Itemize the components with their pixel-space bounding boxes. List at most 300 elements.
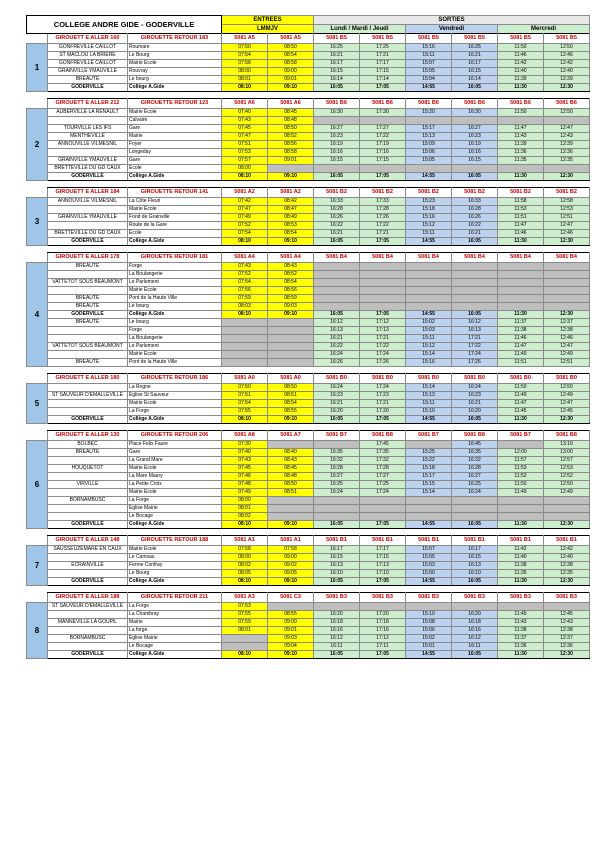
time-cell: 12:35	[544, 570, 590, 578]
commune-name: GODERVILLE	[48, 173, 128, 181]
time-cell: 16:27	[452, 125, 498, 133]
time-cell: 12:30	[544, 651, 590, 659]
stop-name: Le Parlement	[128, 343, 222, 351]
course-code: 5081 B3	[452, 593, 498, 603]
course-code: 5081 A6	[268, 99, 314, 109]
time-cell	[268, 343, 314, 351]
course-code: 5081 A6	[222, 99, 268, 109]
time-cell	[452, 165, 498, 173]
time-cell	[406, 263, 452, 271]
separator-cell	[27, 246, 590, 253]
stop-name: La Forge	[128, 497, 222, 505]
block-corner	[27, 99, 48, 109]
time-cell: 17:13	[360, 327, 406, 335]
stop-row	[27, 206, 590, 214]
time-cell	[452, 505, 498, 513]
time-cell: 08:00	[222, 554, 268, 562]
time-cell	[406, 117, 452, 125]
commune-name: VATTETOT SOUS BEAUMONT	[48, 343, 128, 351]
block-separator	[27, 246, 590, 253]
stop-name: La Boulangerie	[128, 335, 222, 343]
time-cell: 17:15	[360, 554, 406, 562]
time-cell: 11:45	[498, 408, 544, 416]
time-cell: 08:10	[222, 311, 268, 319]
time-cell	[360, 505, 406, 513]
aller-label: GIROUETT E ALLER 160	[48, 34, 128, 44]
time-cell	[314, 263, 360, 271]
stop-name: Mairie Ecole	[128, 489, 222, 497]
time-cell	[268, 165, 314, 173]
time-cell: 07:50	[222, 384, 268, 392]
course-code: 5081 B3	[544, 593, 590, 603]
course-code: 5081 B4	[544, 253, 590, 263]
time-cell	[544, 263, 590, 271]
time-cell: 17:16	[360, 627, 406, 635]
time-cell: 16:13	[314, 327, 360, 335]
commune-name: BREAUTE	[48, 76, 128, 84]
aller-label: GIROUETT E ALLER 178	[48, 253, 128, 263]
stop-row	[27, 489, 590, 497]
time-cell	[222, 319, 268, 327]
stop-name: Mairie Ecole	[128, 465, 222, 473]
time-cell: 08:45	[268, 465, 314, 473]
stop-row	[27, 133, 590, 141]
timetable-header	[26, 15, 590, 34]
time-cell: 11:40	[498, 554, 544, 562]
time-cell	[498, 603, 544, 611]
time-cell: 16:25	[314, 44, 360, 52]
commune-name: BORNAMBUSC	[48, 497, 128, 505]
time-cell: 07:43	[222, 117, 268, 125]
course-code: 5081 A4	[268, 253, 314, 263]
commune-name: GONFREVILLE CAILLOT	[48, 44, 128, 52]
aller-label: GIROUETT E ALLER 148	[48, 536, 128, 546]
course-code: 5081 B5	[406, 34, 452, 44]
commune-name: BREAUTE	[48, 303, 128, 311]
time-cell: 15:25	[406, 449, 452, 457]
block-separator	[27, 367, 590, 374]
time-cell: 11:50	[498, 481, 544, 489]
course-code: 5081 B6	[360, 99, 406, 109]
stop-name: La Rogne	[128, 384, 222, 392]
time-cell: 09:01	[268, 627, 314, 635]
time-cell: 15:09	[406, 141, 452, 149]
time-cell: 11:51	[498, 359, 544, 367]
block-corner	[27, 536, 48, 546]
time-cell: 15:15	[406, 481, 452, 489]
time-cell: 07:53	[222, 603, 268, 611]
time-cell: 15:05	[406, 157, 452, 165]
time-cell: 11:30	[498, 311, 544, 319]
course-code: 5081 B7	[498, 431, 544, 441]
time-cell: 08:54	[268, 400, 314, 408]
vendredi-label: Vendredi	[406, 25, 498, 34]
time-cell: 17:05	[360, 238, 406, 246]
commune-name: BREAUTE	[48, 359, 128, 367]
time-cell: 11:50	[498, 44, 544, 52]
commune-name: BORNAMBUSC	[48, 635, 128, 643]
commune-name: VATTETOT SOUS BEAUMONT	[48, 279, 128, 287]
commune-name: GRAINVILLE YMAUVILLE	[48, 68, 128, 76]
course-code: 5081 A2	[268, 188, 314, 198]
time-cell: 17:10	[360, 570, 406, 578]
course-code: 5081 B1	[544, 536, 590, 546]
time-cell: 17:17	[360, 60, 406, 68]
time-cell: 12:46	[544, 52, 590, 60]
time-cell: 16:23	[452, 133, 498, 141]
time-cell: 15:06	[406, 627, 452, 635]
time-cell	[406, 165, 452, 173]
time-cell: 08:50	[268, 384, 314, 392]
stop-row	[27, 44, 590, 52]
commune-name: ANNOUVILLE VILMESNIL	[48, 198, 128, 206]
time-cell	[268, 513, 314, 521]
course-code: 5081 A1	[268, 536, 314, 546]
time-cell	[498, 441, 544, 449]
time-cell: 16:15	[314, 554, 360, 562]
time-cell: 16:18	[452, 619, 498, 627]
stop-name: Ecole	[128, 230, 222, 238]
time-cell: 09:10	[268, 651, 314, 659]
course-code: 5081 B2	[544, 188, 590, 198]
sorties-label: SORTIES	[314, 16, 590, 25]
stop-name: Eglise St Sauveur	[128, 392, 222, 400]
stop-row	[27, 311, 590, 319]
stop-row	[27, 513, 590, 521]
time-cell: 15:11	[406, 400, 452, 408]
retour-label: GIROUETTE RETOUR 181	[128, 253, 222, 263]
stop-row	[27, 125, 590, 133]
time-cell: 12:36	[544, 149, 590, 157]
separator-cell	[27, 529, 590, 536]
time-cell: 17:32	[360, 457, 406, 465]
route-number: 2	[27, 109, 48, 181]
time-cell: 17:28	[360, 206, 406, 214]
course-code: 5081 B7	[314, 431, 360, 441]
time-cell: 15:02	[406, 319, 452, 327]
course-code: 5081 A5	[222, 34, 268, 44]
stop-name: La Petite Croix	[128, 481, 222, 489]
time-cell: 12:50	[544, 481, 590, 489]
stop-row	[27, 481, 590, 489]
time-cell: 16:21	[314, 230, 360, 238]
stop-row	[27, 263, 590, 271]
time-cell: 12:47	[544, 222, 590, 230]
time-cell: 16:12	[452, 635, 498, 643]
block-header-row	[27, 374, 590, 384]
time-cell: 11:38	[498, 562, 544, 570]
time-cell: 08:10	[222, 651, 268, 659]
time-cell: 12:47	[544, 125, 590, 133]
stop-row	[27, 465, 590, 473]
stop-row	[27, 279, 590, 287]
course-code: 5081 B5	[360, 34, 406, 44]
stop-row	[27, 611, 590, 619]
time-cell: 16:10	[452, 570, 498, 578]
stop-row	[27, 497, 590, 505]
block-header-row	[27, 188, 590, 198]
time-cell: 16:45	[452, 441, 498, 449]
time-cell: 07:53	[222, 149, 268, 157]
block-header-row	[27, 593, 590, 603]
commune-name: SAUSSEUZEMARE EN CAUX	[48, 546, 128, 554]
total-row	[27, 521, 590, 529]
time-cell: 16:25	[314, 481, 360, 489]
stop-name: Pont de la Haute Ville	[128, 359, 222, 367]
time-cell: 16:22	[314, 343, 360, 351]
time-cell: 11:40	[498, 68, 544, 76]
stop-name: Ecole	[128, 165, 222, 173]
retour-label: GIROUETTE RETOUR 206	[128, 431, 222, 441]
entrees-label: ENTREES	[222, 16, 314, 25]
stop-name: La Forge	[128, 408, 222, 416]
time-cell: 08:58	[268, 60, 314, 68]
time-cell: 11:46	[498, 52, 544, 60]
time-cell	[360, 279, 406, 287]
stop-name: Rouvray	[128, 68, 222, 76]
course-code: 5081 C3	[268, 593, 314, 603]
stop-row	[27, 214, 590, 222]
time-cell: 08:50	[268, 44, 314, 52]
time-cell: 15:00	[406, 570, 452, 578]
time-cell: 15:13	[406, 392, 452, 400]
total-row	[27, 651, 590, 659]
stop-row	[27, 149, 590, 157]
stop-row	[27, 109, 590, 117]
time-cell: 12:51	[544, 214, 590, 222]
time-cell: 16:12	[314, 319, 360, 327]
time-cell: 17:23	[360, 392, 406, 400]
time-cell: 15:16	[406, 44, 452, 52]
time-cell: 16:05	[314, 521, 360, 529]
time-cell: 08:01	[222, 505, 268, 513]
commune-name	[48, 149, 128, 157]
time-cell: 17:05	[360, 521, 406, 529]
time-cell: 14:55	[406, 311, 452, 319]
time-cell: 12:30	[544, 311, 590, 319]
time-cell: 15:03	[406, 327, 452, 335]
time-cell	[544, 279, 590, 287]
course-code: 5081 B0	[498, 374, 544, 384]
time-cell: 11:35	[498, 570, 544, 578]
time-cell: 17:05	[360, 651, 406, 659]
retour-label: GIROUETTE RETOUR 211	[128, 593, 222, 603]
course-code: 5081 A1	[222, 536, 268, 546]
lmmjv-label: LMMJV	[222, 25, 314, 34]
block-header-row	[27, 34, 590, 44]
retour-label: GIROUETTE RETOUR 123	[128, 99, 222, 109]
stop-name: Le Parlement	[128, 279, 222, 287]
course-code: 5081 B8	[452, 431, 498, 441]
stop-row	[27, 635, 590, 643]
stop-name: La Grand Mare	[128, 457, 222, 465]
block-header-row	[27, 431, 590, 441]
time-cell: 08:55	[268, 611, 314, 619]
time-cell: 09:10	[268, 173, 314, 181]
time-cell: 16:19	[452, 141, 498, 149]
stop-row	[27, 619, 590, 627]
time-cell: 16:05	[452, 521, 498, 529]
commune-name	[48, 554, 128, 562]
time-cell: 12:46	[544, 230, 590, 238]
time-cell: 16:05	[314, 84, 360, 92]
time-cell: 16:25	[452, 44, 498, 52]
time-cell: 11:53	[498, 465, 544, 473]
time-cell: 16:10	[314, 570, 360, 578]
time-cell	[360, 287, 406, 295]
commune-name	[48, 400, 128, 408]
time-cell: 17:25	[360, 44, 406, 52]
time-cell	[544, 271, 590, 279]
stop-row	[27, 319, 590, 327]
course-code: 5081 B1	[452, 536, 498, 546]
time-cell: 12:50	[544, 384, 590, 392]
course-code: 5081 B3	[498, 593, 544, 603]
commune-name	[48, 643, 128, 651]
time-cell: 17:05	[360, 578, 406, 586]
time-cell	[544, 603, 590, 611]
stop-row	[27, 295, 590, 303]
time-cell: 09:03	[268, 635, 314, 643]
time-cell: 16:17	[314, 546, 360, 554]
time-cell: 08:02	[222, 513, 268, 521]
time-cell: 11:42	[498, 546, 544, 554]
time-cell: 16:14	[314, 76, 360, 84]
time-cell: 16:20	[314, 611, 360, 619]
time-cell	[544, 295, 590, 303]
time-cell: 16:05	[314, 311, 360, 319]
time-cell	[498, 497, 544, 505]
time-cell: 16:12	[314, 635, 360, 643]
stop-name: Route de la Gare	[128, 222, 222, 230]
time-cell: 11:39	[498, 141, 544, 149]
total-row	[27, 173, 590, 181]
time-cell: 08:00	[222, 165, 268, 173]
time-cell: 16:30	[314, 109, 360, 117]
commune-name	[48, 117, 128, 125]
time-cell: 07:57	[222, 157, 268, 165]
time-cell: 08:03	[222, 303, 268, 311]
time-cell: 08:52	[268, 271, 314, 279]
course-code: 5081 B8	[360, 431, 406, 441]
time-cell: 08:48	[268, 473, 314, 481]
time-cell: 17:22	[360, 343, 406, 351]
time-cell: 07:58	[268, 546, 314, 554]
time-cell: 15:17	[406, 473, 452, 481]
time-cell	[452, 279, 498, 287]
stop-row	[27, 222, 590, 230]
time-cell: 17:30	[360, 109, 406, 117]
time-cell: 08:45	[268, 109, 314, 117]
time-cell: 16:32	[314, 457, 360, 465]
time-cell: 16:28	[452, 206, 498, 214]
time-cell: 11:30	[498, 84, 544, 92]
stop-row	[27, 603, 590, 611]
course-code: 5081 B6	[452, 99, 498, 109]
time-cell	[406, 279, 452, 287]
time-cell: 16:16	[452, 627, 498, 635]
time-cell: 17:35	[360, 449, 406, 457]
time-cell: 13:00	[544, 449, 590, 457]
time-cell: 07:47	[222, 206, 268, 214]
time-cell: 17:12	[360, 635, 406, 643]
time-cell: 17:28	[360, 465, 406, 473]
route-number: 8	[27, 603, 48, 659]
commune-name: ECRAINVILLE	[48, 562, 128, 570]
time-cell: 08:43	[268, 263, 314, 271]
time-cell: 11:53	[498, 206, 544, 214]
time-cell: 16:33	[452, 198, 498, 206]
time-cell: 08:40	[268, 449, 314, 457]
time-cell: 09:00	[268, 619, 314, 627]
stop-row	[27, 68, 590, 76]
time-cell	[544, 497, 590, 505]
time-cell	[406, 303, 452, 311]
route-number: 7	[27, 546, 48, 586]
time-cell: 08:56	[268, 287, 314, 295]
time-cell	[268, 497, 314, 505]
time-cell: 11:38	[498, 627, 544, 635]
time-cell: 15:04	[406, 76, 452, 84]
time-cell: 15:14	[406, 489, 452, 497]
time-cell	[268, 441, 314, 449]
time-cell: 16:25	[452, 481, 498, 489]
commune-name	[48, 287, 128, 295]
time-cell: 12:50	[544, 109, 590, 117]
time-cell: 12:39	[544, 141, 590, 149]
stop-name: Gare	[128, 449, 222, 457]
time-cell: 15:07	[406, 546, 452, 554]
time-cell: 16:24	[314, 351, 360, 359]
separator-cell	[27, 424, 590, 431]
aller-label: GIROUETT E ALLER 184	[48, 188, 128, 198]
time-cell: 07:51	[222, 392, 268, 400]
time-cell: 12:39	[544, 76, 590, 84]
stop-name: Fond de Grainville	[128, 214, 222, 222]
stop-name: Mairie Ecole	[128, 351, 222, 359]
block-separator	[27, 586, 590, 593]
time-cell	[314, 165, 360, 173]
commune-name: MENTHEVILLE	[48, 133, 128, 141]
time-cell	[314, 441, 360, 449]
course-code: 5081 B3	[406, 593, 452, 603]
time-cell: 16:19	[314, 141, 360, 149]
time-cell: 16:20	[314, 408, 360, 416]
course-code: 5081 A2	[222, 188, 268, 198]
time-cell: 17:20	[360, 408, 406, 416]
block-corner	[27, 593, 48, 603]
time-cell	[452, 603, 498, 611]
stop-row	[27, 627, 590, 635]
time-cell: 15:18	[406, 465, 452, 473]
time-cell	[544, 165, 590, 173]
time-cell: 08:56	[268, 141, 314, 149]
course-code: 5081 B1	[406, 536, 452, 546]
time-cell: 07:59	[222, 619, 268, 627]
time-cell	[268, 319, 314, 327]
time-cell: 16:13	[452, 327, 498, 335]
time-cell: 16:28	[452, 465, 498, 473]
time-cell: 16:23	[314, 133, 360, 141]
commune-name	[48, 384, 128, 392]
stop-name: La Mare Maury	[128, 473, 222, 481]
time-cell: 16:20	[452, 408, 498, 416]
separator-cell	[27, 586, 590, 593]
time-cell: 12:53	[544, 465, 590, 473]
stop-name: Gare	[128, 157, 222, 165]
time-cell: 17:22	[360, 222, 406, 230]
stop-name: Foyer	[128, 141, 222, 149]
